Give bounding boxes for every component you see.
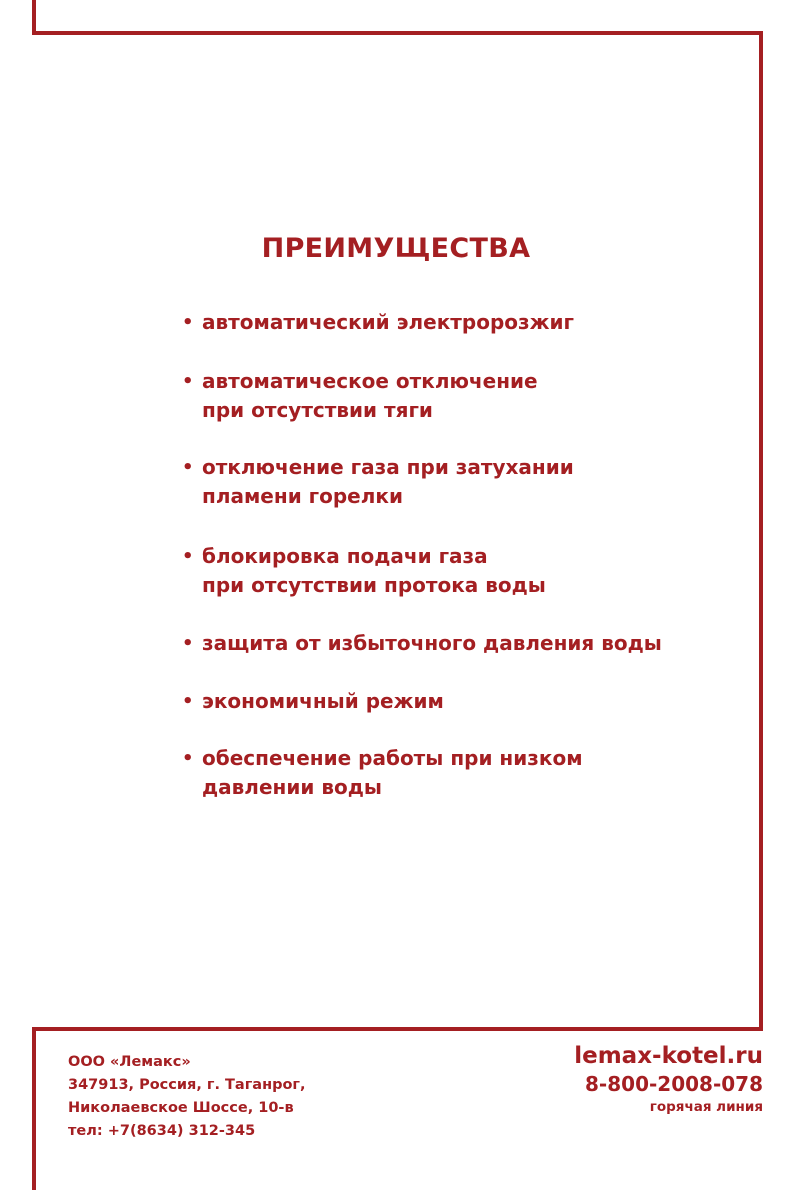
- advantage-text: защита от избыточного давления воды: [202, 631, 662, 655]
- company-phone: тел: +7(8634) 312-345: [68, 1123, 256, 1139]
- advantages-title: ПРЕИМУЩЕСТВА: [261, 233, 531, 264]
- bullet-icon: •: [182, 691, 194, 712]
- advantage-text: блокировка подачи газа: [202, 544, 488, 568]
- advantage-item-pressure-protection: [182, 629, 662, 658]
- frame-left-bottom-line: [32, 1027, 36, 1190]
- bullet-icon: •: [182, 312, 194, 333]
- company-name: ООО «Лемакс»: [68, 1054, 191, 1070]
- advantage-text: экономичный режим: [202, 689, 444, 713]
- frame-left-top-line: [32, 0, 36, 35]
- advantage-text: отключение газа при затухании: [202, 455, 574, 479]
- advantage-item-low-pressure: [182, 744, 583, 802]
- advantage-item-draft-shutoff: [182, 367, 538, 425]
- frame-top-line: [32, 31, 763, 35]
- advantage-item-flame-shutoff: [182, 453, 574, 511]
- advantage-text: автоматический электророзжиг: [202, 310, 574, 334]
- bullet-icon: •: [182, 457, 194, 478]
- advantage-text: автоматическое отключение: [202, 369, 538, 393]
- frame-right-line: [759, 31, 763, 1031]
- advantage-item-gas-block: [182, 542, 546, 600]
- bullet-icon: •: [182, 546, 194, 567]
- hotline-label: горячая линия: [649, 1099, 763, 1115]
- contacts-block: [574, 1040, 763, 1118]
- bullet-icon: •: [182, 633, 194, 654]
- company-info: [68, 1051, 306, 1143]
- advantage-item-economy-mode: [182, 687, 444, 716]
- website-link[interactable]: lemax-kotel.ru: [574, 1043, 763, 1069]
- hotline-phone[interactable]: 8-800-2008-078: [585, 1072, 763, 1096]
- bullet-icon: •: [182, 748, 194, 769]
- bullet-icon: •: [182, 371, 194, 392]
- advantage-text: при отсутствии протока воды: [202, 573, 546, 597]
- advantage-text: давлении воды: [202, 775, 382, 799]
- company-address-line2: Николаевское Шоссе, 10-в: [68, 1100, 294, 1116]
- advantage-text: обеспечение работы при низком: [202, 746, 583, 770]
- advantage-item-auto-ignition: [182, 308, 574, 337]
- frame-divider-line: [32, 1027, 763, 1031]
- advantage-text: пламени горелки: [202, 484, 403, 508]
- advantage-text: при отсутствии тяги: [202, 398, 433, 422]
- company-address-line1: 347913, Россия, г. Таганрог,: [68, 1077, 306, 1093]
